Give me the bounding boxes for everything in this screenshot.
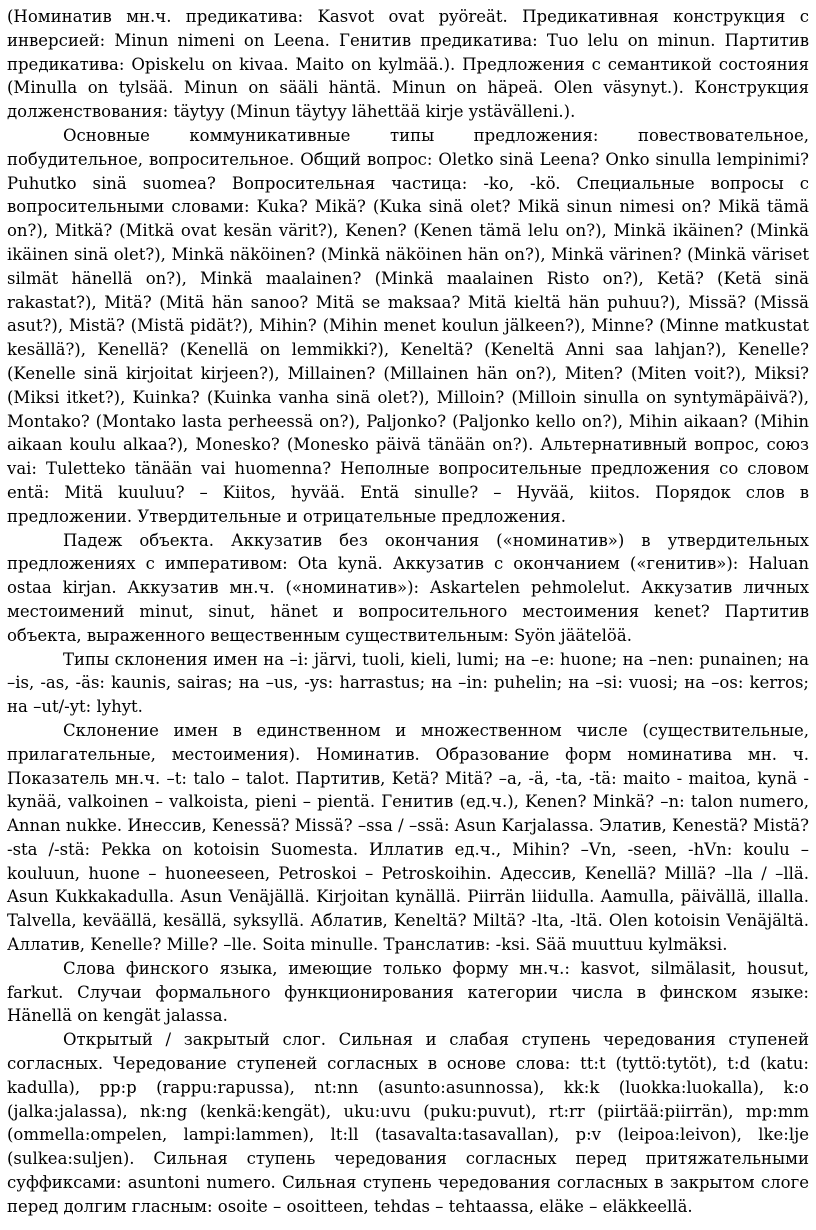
paragraph-noun-declension: Склонение имен в единственном и множественном числе (существительные, прилагательные, местоимения). Номинатив. Образование форм номинатива мн. ч. Показатель мн.ч. –t: talo – talot. Партитив, Ketä? Mitä? –a, -ä, -ta, -tä: maito - maitoa, kynä - kynää, valkoinen – valkoista, pieni – pientä. Генитив (ед.ч.), Kenen? Minkä? –n: talon numero, Annan nukke. Инессив, Kenessä? Missä? –ssa / –ssä: Asun Karjalassa. Элатив, Kenestä? Mistä? -sta /-stä: Pekka on kotoisin Suomesta. Иллатив ед.ч., Mihin? –Vn, -seen, -hVn: koulu – kouluun, huone – huoneeseen, Petroskoi – Petroskoihin. Адессив, Kenellä? Millä? –lla / –llä. Asun Kukkakadulla. Asun Venäjällä. Kirjoitan kynällä. Piirrän liidulla. Aamulla, päivällä, illalla. Talvella, keväällä, kesällä, syksyllä. Аблатив, Keneltä? Miltä? -lta, -ltä. Olen kotoisin Venäjältä. Аллатив, Kenelle? Mille? –lle. Soita minulle. Транслатив: -ksi. Sää muuttuu kylmäksi.	[7, 720, 809, 955]
paragraph-plural-only-words: Слова финского языка, имеющие только форму мн.ч.: kasvot, silmälasit, housut, farkut. Случаи формального функционирования категории числа в финском языке: Hänellä on kengät jalassa.	[7, 958, 809, 1026]
document-body	[7, 5, 809, 1219]
paragraph-declension-types: Типы склонения имен на –i: järvi, tuoli, kieli, lumi; на –e: huone; на –nen: punainen; на –is, -as, -äs: kaunis, sairas; на –us, -ys: harrastus; на –in: puhelin; на –si: vuosi; на –os: kerros; на –ut/-yt: lyhyt.	[7, 649, 809, 717]
paragraph-object-case: Падеж объекта. Аккузатив без окончания («номинатив») в утвердительных предложениях с императивом: Ota kynä. Аккузатив с окончанием («генитив»): Haluan ostaa kirjan. Аккузатив мн.ч. («номинатив»): Askartelen pehmolelut. Аккузатив личных местоимений minut, sinut, hänet и вопросительного местоимения kenet? Партитив объекта, выраженного вещественным существительным: Syön jäätelöä.	[7, 530, 809, 645]
paragraph-predicative: (Номинатив мн.ч. предикатива: Kasvot ovat pyöreät. Предикативная конструкция с инверсией: Minun nimeni on Leena. Генитив предикатива: Tuo lelu on minun. Партитив предикатива: Opiskelu on kivaa. Maito on kylmää.). Предложения с семантикой состояния (Minulla on tylsää. Minun on sääli häntä. Minun on häpeä. Olen väsynyt.). Конструкция долженствования: täytyy (Minun täytyy lähettää kirje ystävälleni.).	[7, 7, 809, 122]
paragraph-consonant-gradation: Открытый / закрытый слог. Сильная и слабая ступень чередования ступеней согласных. Чередование ступеней согласных в основе слова: tt:t (tyttö:tytöt), t:d (katu: kadulla), pp:p (rappu:rapussa), nt:nn (asunto:asunnossa), kk:k (luokka:luokalla), k:o (jalka:jalassa), nk:ng (kenkä:kengät), uku:uvu (puku:puvut), rt:rr (piirtää:piirrän), mp:mm (ommella:ompelen, lampi:lammen), lt:ll (tasavalta:tasavallan), p:v (leipoa:leivon), lke:lje (sulkea:suljen). Сильная ступень чередования согласных перед притяжательными суффиксами: asuntoni numero. Сильная ступень чередования согласных в закрытом слоге перед долгим гласным: osoite – osoitteen, tehdas – tehtaassa, eläke – eläkkeellä.	[7, 1030, 809, 1216]
paragraph-sentence-types: Основные коммуникативные типы предложения: повествовательное, побудительное, вопросительное. Общий вопрос: Oletko sinä Leena? Onko sinulla lempinimi? Puhutko sinä suomea? Вопросительная частица: -ko, -kö. Специальные вопросы с вопросительными словами: Kuka? Mikä? (Kuka sinä olet? Mikä sinun nimesi on? Mikä tämä on?), Mitkä? (Mitkä ovat kesän värit?), Kenen? (Kenen tämä lelu on?), Minkä ikäinen? (Minkä ikäinen sinä olet?), Minkä näköinen? (Minkä näköinen hän on?), Minkä värinen? (Minkä väriset silmät hänellä on?), Minkä maalainen? (Minkä maalainen Risto on?), Ketä? (Ketä sinä rakastat?), Mitä? (Mitä hän sanoo? Mitä se maksaa? Mitä kieltä hän puhuu?), Missä? (Missä asut?), Mistä? (Mistä pidät?), Mihin? (Mihin menet koulun jälkeen?), Minne? (Minne matkustat kesällä?), Kenellä? (Kenellä on lemmikki?), Keneltä? (Keneltä Anni saa lahjan?), Kenelle? (Kenelle sinä kirjoitat kirjeen?), Millainen? (Millainen hän on?), Miten? (Miten voit?), Miksi? (Miksi itket?), Kuinka? (Kuinka vanha sinä olet?), Milloin? (Milloin sinulla on syntymäpäivä?), Montako? (Montako lasta perheessä on?), Paljonko? (Paljonko kello on?), Mihin aikaan? (Mihin aikaan koulu alkaa?), Monesko? (Monesko päivä tänään on?). Альтернативный вопрос, союз vai: Tuletteko tänään vai huomenna? Неполные вопросительные предложения со словом entä: Mitä kuuluu? – Kiitos, hyvää. Entä sinulle? – Hyvää, kiitos. Порядок слов в предложении. Утвердительные и отрицательные предложения.	[7, 125, 809, 526]
